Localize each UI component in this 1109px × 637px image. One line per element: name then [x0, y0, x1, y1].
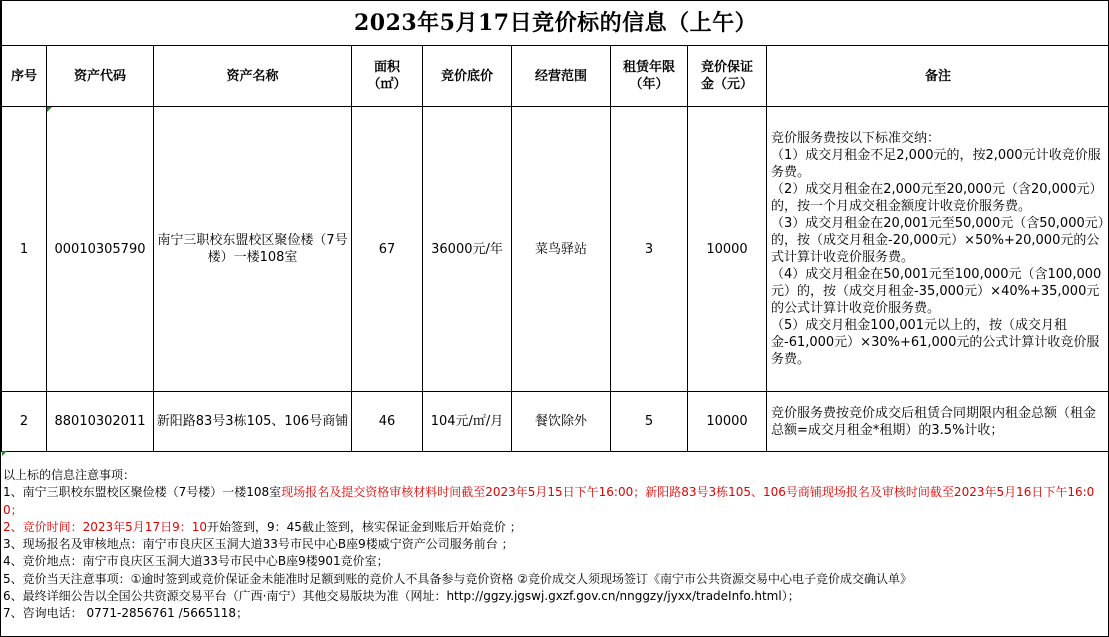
header-deposit — [688, 46, 767, 107]
remark-line: （1）成交月租金不足2,000元的，按2,000元计收竞价服务费。 — [771, 148, 1101, 180]
remark-line: 竞价服务费按竞价成交后租赁合同期限内租金总额（租金总额=成交月租金*租期）的3.5%计收； — [771, 405, 1097, 438]
header-area-line2: （㎡） — [367, 77, 407, 92]
header-remark: 备注 — [767, 46, 1109, 107]
note-item-2 — [3, 519, 1107, 536]
row-price: 36000元/年 — [423, 107, 512, 392]
header-area-line1: 面积 — [373, 60, 400, 75]
header-lease — [611, 46, 688, 107]
note-item-1 — [3, 484, 1107, 519]
header-row — [2, 46, 1109, 107]
row-code: 00010305790 — [47, 107, 154, 392]
note-2-red: 2、竞价时间：2023年5月17日9：10 — [3, 519, 207, 534]
row-code: 88010302011 — [47, 392, 154, 452]
row-lease: 3 — [611, 107, 688, 392]
row-remark — [767, 392, 1109, 452]
header-code: 资产代码 — [47, 46, 154, 107]
note-1-red: 现场报名及提交资格审核材料时间截至2023年5月15日下午16:00；新阳路83号3栋105、106号商铺现场报名及审核时间截至2023年5月16日下午16:00； — [3, 485, 1095, 517]
auction-table — [1, 0, 1109, 452]
note-1-black: 1、南宁三职校东盟校区聚俭楼（7号楼）一楼108室 — [3, 485, 282, 500]
note-item-6: 6、最终详细公告以全国公共资源交易平台（广西·南宁）其他交易版块为准（网址：http://ggzy.jgswj.gxzf.gov.cn/nnggzy/jyxx/tradeInfo.html）； — [3, 589, 800, 604]
row-deposit: 10000 — [688, 392, 767, 452]
note-item-7: 7、咨询电话： 0771-2856761 /5665118； — [3, 606, 249, 621]
cell-comment-marker — [2, 451, 7, 456]
page-title: 2023年5月17日竞价标的信息（上午） — [2, 1, 1109, 46]
row-area: 67 — [352, 107, 423, 392]
row-scope: 菜鸟驿站 — [512, 107, 611, 392]
header-scope: 经营范围 — [512, 46, 611, 107]
note-item-3: 3、现场报名及审核地点：南宁市良庆区玉洞大道33号市民中心B座9楼威宁资产公司服务前台 ； — [3, 537, 514, 552]
note-2-black: 开始签到，9：45截止签到，核实保证金到账后开始竞价 ； — [206, 519, 522, 534]
header-area — [352, 46, 423, 107]
row-name: 南宁三职校东盟校区聚俭楼（7号楼）一楼108室 — [154, 107, 352, 392]
header-lease-line1: 租赁年限 — [622, 60, 675, 75]
row-seq: 1 — [2, 107, 47, 392]
header-deposit-line1: 竞价保证 — [700, 60, 753, 75]
header-seq: 序号 — [2, 46, 47, 107]
remark-line: （2）成交月租金在2,000元至20,000元（含20,000元）的，按一个月成交租金额度计收竞价服务费。 — [771, 182, 1103, 214]
row-deposit: 10000 — [688, 107, 767, 392]
table-row — [2, 392, 1109, 452]
remark-line: （4）成交月租金在50,001元至100,000元（含100,000元）的，按（成交月租金-35,000元）×40%+35,000元的公式计算计收竞价服务费。 — [771, 267, 1102, 316]
header-name: 资产名称 — [154, 46, 352, 107]
cell-comment-marker — [47, 107, 52, 112]
note-item-5: 5、竞价当天注意事项：①逾时签到或竞价保证金未能准时足额到账的竞价人不具备参与竞价资格 ②竞价成交人须现场签订《南宁市公共资源交易中心电子竞价成交确认单》 — [3, 571, 912, 586]
remark-line: （3）成交月租金在20,001元至50,000元（含50,000元）的，按（成交月租金-20,000元）×50%+20,000元的公式计算计收竞价服务费。 — [771, 216, 1105, 265]
table-row — [2, 107, 1109, 392]
header-lease-line2: （年） — [629, 77, 669, 92]
notes-intro: 以上标的信息注意事项： — [3, 468, 136, 482]
row-lease: 5 — [611, 392, 688, 452]
row-remark — [767, 107, 1109, 392]
row-area: 46 — [352, 392, 423, 452]
notes-section — [3, 467, 1107, 623]
row-scope: 餐饮除外 — [512, 392, 611, 452]
header-price: 竞价底价 — [423, 46, 512, 107]
header-deposit-line2: 金（元） — [700, 77, 753, 92]
row-name: 新阳路83号3栋105、106号商铺 — [154, 392, 352, 452]
row-price: 104元/㎡/月 — [423, 392, 512, 452]
row-seq: 2 — [2, 392, 47, 452]
remark-line: （5）成交月租金100,001元以上的，按（成交月租金-61,000元）×30%+61,000元的公式计算计收竞价服务费。 — [771, 318, 1100, 367]
note-item-4: 4、竞价地点：南宁市良庆区玉洞大道33号市民中心B座9楼901竞价室； — [3, 554, 389, 569]
remark-line: 竞价服务费按以下标准交纳： — [771, 131, 941, 146]
